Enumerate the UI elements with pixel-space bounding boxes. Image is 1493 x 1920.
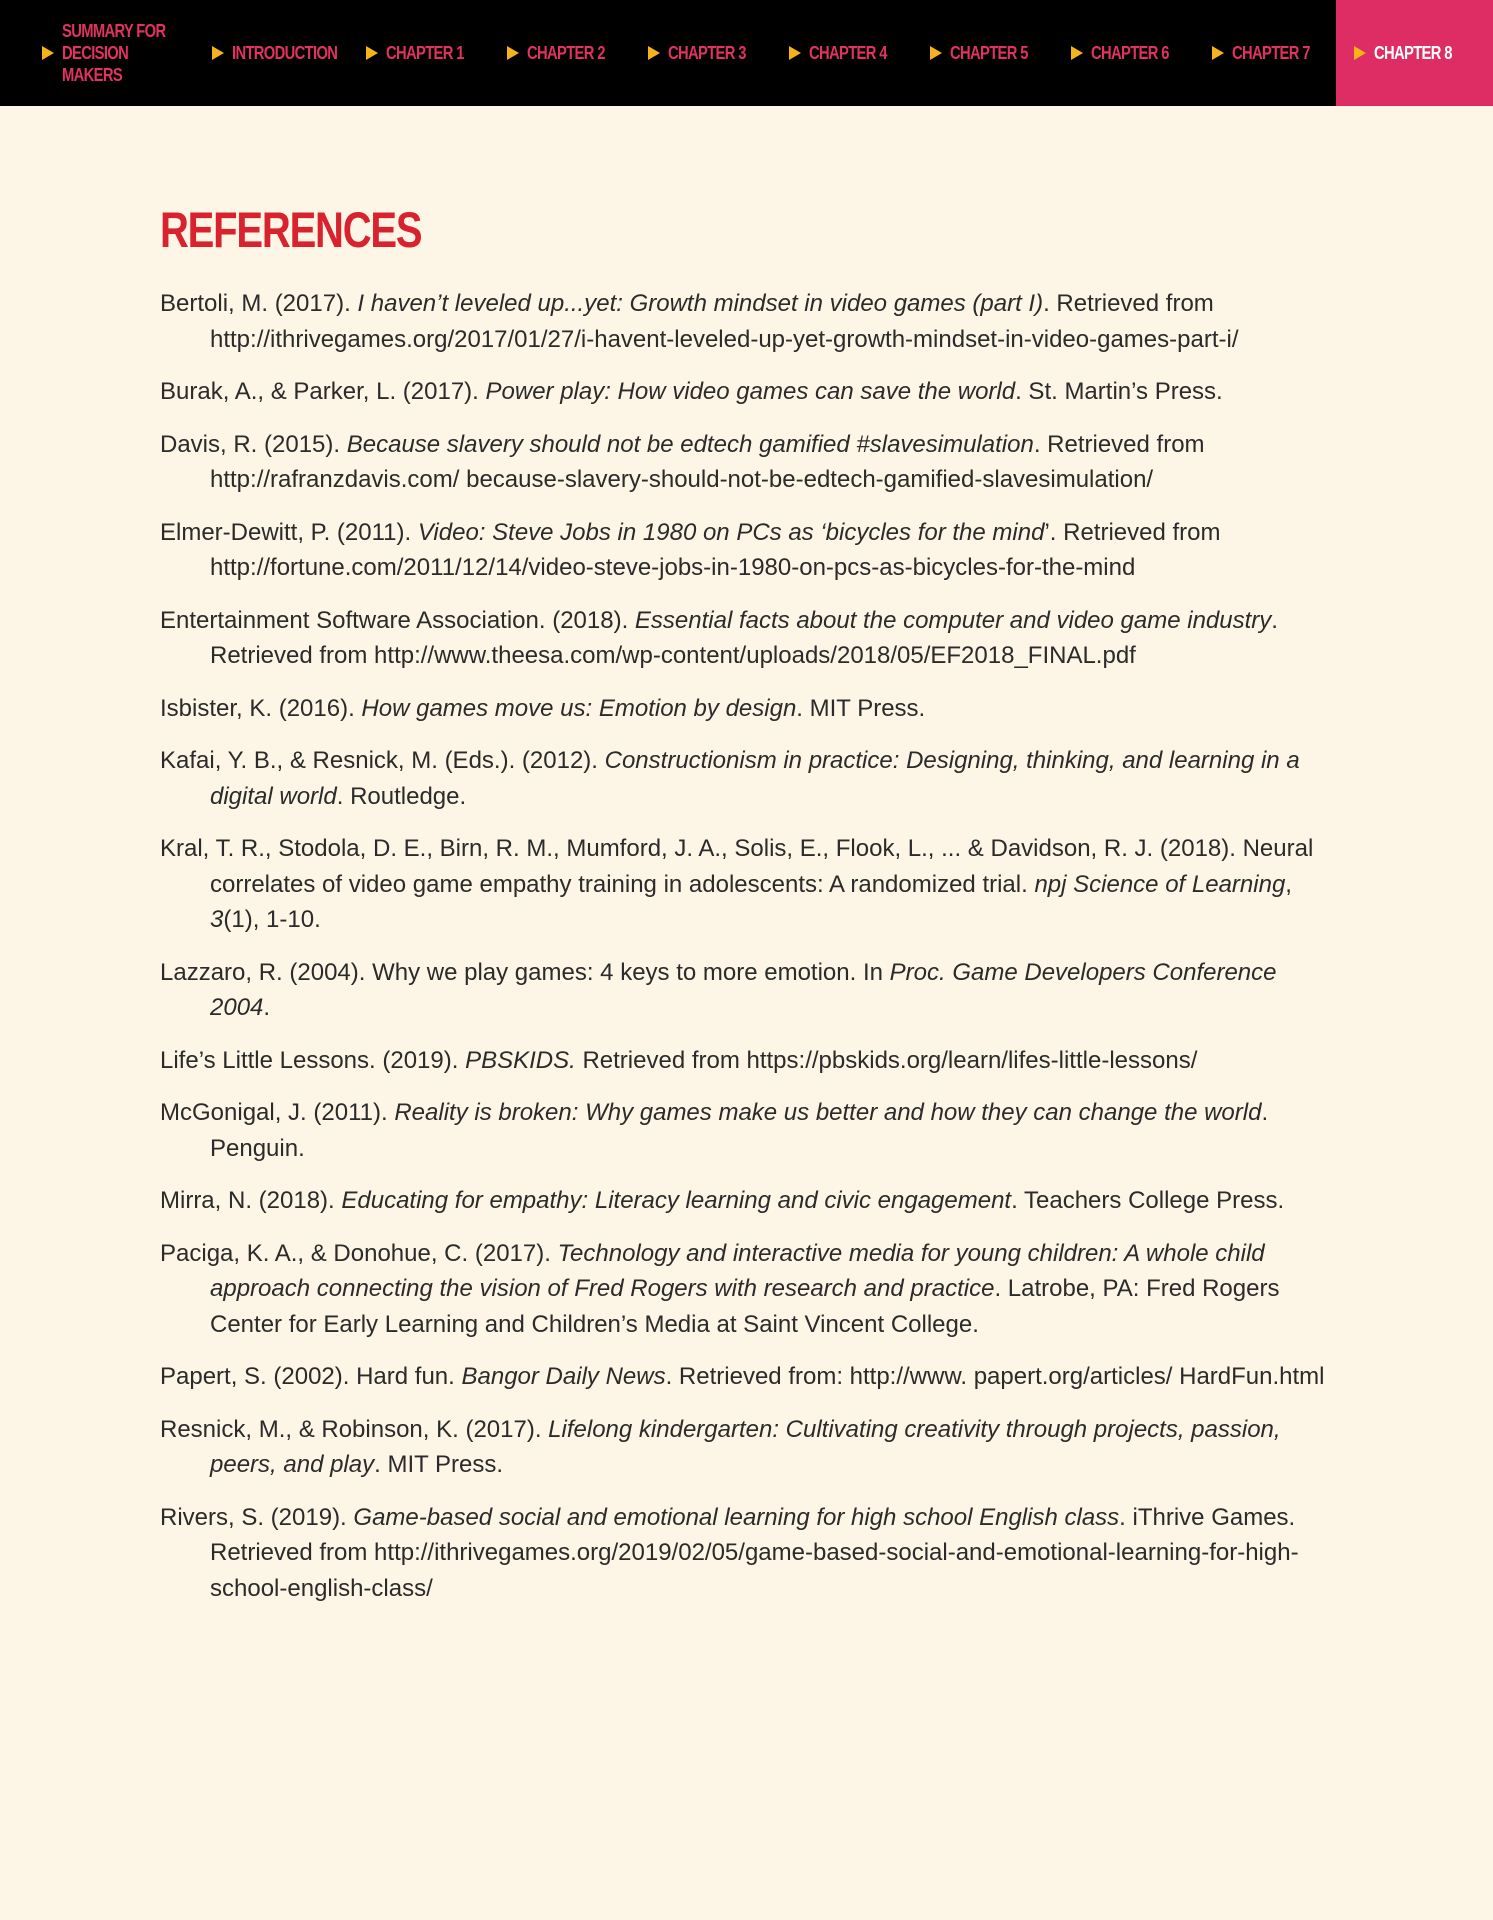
reference-italic-text: Constructionism in practice: Designing, thinking, and learning in a digital world <box>210 747 1300 810</box>
nav-item-label: CHAPTER 4 <box>809 43 887 63</box>
top-navigation-bar <box>0 0 1493 106</box>
play-arrow-icon <box>366 46 378 60</box>
reference-italic-text: How games move us: Emotion by design <box>361 694 797 722</box>
nav-item-label: CHAPTER 6 <box>1091 43 1169 63</box>
reference-text: Bertoli, M. (2017). <box>160 290 358 317</box>
play-arrow-icon <box>789 46 801 60</box>
reference-text: Lazzaro, R. (2004). Why we play games: 4 keys to more emotion. In <box>160 958 890 986</box>
reference-entry <box>160 286 1340 357</box>
reference-text: Mirra, N. (2018). <box>160 1187 342 1214</box>
nav-item-chapter-7[interactable] <box>1212 0 1322 106</box>
reference-italic-text: npj Science of Learning <box>1034 870 1286 898</box>
reference-text: Life’s Little Lessons. (2019). <box>160 1046 466 1074</box>
reference-text: . Routledge. <box>336 782 467 810</box>
nav-item-introduction[interactable] <box>212 0 342 106</box>
nav-item-label: CHAPTER 7 <box>1232 43 1310 63</box>
nav-item-label: CHAPTER 3 <box>668 43 746 63</box>
reference-entry <box>160 1095 1340 1166</box>
nav-item-chapter-3[interactable] <box>648 0 758 106</box>
reference-text: . Retrieved from http://ithrivegames.org/2017/01/27/i-havent-leveled-up-yet-growth-mindset-in-video-games-part-i/ <box>210 290 1239 353</box>
reference-text: Isbister, K. (2016). <box>160 694 362 722</box>
reference-italic-text: Video: Steve Jobs in 1980 on PCs as ‘bicycles for the mind <box>417 518 1045 546</box>
reference-text: . Latrobe, PA: Fred Rogers Center for Early Learning and Children’s Media at Saint Vincent College. <box>210 1275 1280 1338</box>
play-arrow-icon <box>1071 46 1083 60</box>
nav-item-label: CHAPTER 1 <box>386 43 464 63</box>
reference-italic-text: Educating for empathy: Literacy learning and civic engagement <box>341 1187 1012 1214</box>
reference-text: Retrieved from https://pbskids.org/learn/lifes-little-lessons/ <box>575 1046 1198 1074</box>
reference-text: Rivers, S. (2019). <box>160 1503 354 1531</box>
reference-text: Resnick, M., & Robinson, K. (2017). <box>160 1415 549 1443</box>
reference-entry <box>160 1043 1340 1079</box>
reference-entry <box>160 603 1340 674</box>
reference-text: Davis, R. (2015). <box>160 430 347 458</box>
reference-text: . MIT Press. <box>796 694 926 722</box>
play-arrow-icon <box>648 46 660 60</box>
reference-text: Kafai, Y. B., & Resnick, M. (Eds.). (2012). <box>160 747 605 774</box>
reference-text: . <box>263 994 271 1021</box>
reference-text: Elmer-Dewitt, P. (2011). <box>160 518 418 546</box>
reference-text: . iThrive Games. Retrieved from http://ithrivegames.org/2019/02/05/game-based-social-and-emotional-learning-for-high-school-english-class/ <box>210 1503 1299 1602</box>
nav-item-chapter-6[interactable] <box>1071 0 1181 106</box>
reference-text: , <box>1285 870 1292 898</box>
reference-italic-text: Game-based social and emotional learning for high school English class <box>353 1503 1120 1531</box>
nav-item-chapter-8[interactable] <box>1336 0 1493 106</box>
reference-italic-text: Technology and interactive media for young children: A whole child approach connecting the vision of Fred Rogers with research and practice <box>210 1239 1265 1302</box>
nav-item-label: CHAPTER 5 <box>950 43 1028 63</box>
nav-item-label: CHAPTER 8 <box>1374 43 1452 63</box>
nav-item-chapter-4[interactable] <box>789 0 899 106</box>
reference-italic-text: Reality is broken: Why games make us better and how they can change the world <box>394 1099 1262 1126</box>
reference-entry <box>160 743 1340 814</box>
reference-text: . Teachers College Press. <box>1011 1187 1285 1214</box>
reference-text: (1), 1-10. <box>223 906 321 933</box>
reference-entry <box>160 515 1340 586</box>
page-title: REFERENCES <box>160 202 422 258</box>
reference-text: . MIT Press. <box>374 1451 504 1478</box>
reference-text: Paciga, K. A., & Donohue, C. (2017). <box>160 1239 558 1267</box>
play-arrow-icon <box>42 46 54 60</box>
reference-text: . Penguin. <box>210 1099 1269 1162</box>
reference-entry <box>160 1236 1340 1343</box>
reference-text: . Retrieved from http://rafranzdavis.com/ because-slavery-should-not-be-edtech-gamified-slavesimulation/ <box>210 430 1205 493</box>
reference-italic-text: 3 <box>210 906 224 933</box>
reference-text: Kral, T. R., Stodola, D. E., Birn, R. M., Mumford, J. A., Solis, E., Flook, L., ... & Davidson, R. J. (2018). Neural correlates of video game empathy training in adolescents: A randomized trial. <box>160 835 1314 898</box>
reference-text: . Retrieved from: http://www. papert.org/articles/ HardFun.html <box>665 1363 1325 1390</box>
reference-italic-text: Bangor Daily News <box>461 1363 666 1390</box>
reference-italic-text: Power play: How video games can save the world <box>485 378 1016 405</box>
reference-text: Papert, S. (2002). Hard fun. <box>160 1363 462 1390</box>
reference-text: McGonigal, J. (2011). <box>160 1099 395 1126</box>
nav-item-chapter-1[interactable] <box>366 0 476 106</box>
play-arrow-icon <box>930 46 942 60</box>
reference-entry <box>160 1183 1340 1219</box>
reference-entry <box>160 955 1340 1026</box>
reference-entry <box>160 1412 1340 1483</box>
reference-italic-text: PBSKIDS. <box>465 1046 576 1074</box>
nav-item-summary-for-decision-makers[interactable] <box>42 0 202 106</box>
nav-item-label: INTRODUCTION <box>232 43 338 63</box>
reference-text: Entertainment Software Association. (2018). <box>160 606 635 634</box>
reference-entry <box>160 374 1340 410</box>
reference-entry <box>160 1359 1340 1395</box>
reference-text: ’. Retrieved from http://fortune.com/2011/12/14/video-steve-jobs-in-1980-on-pcs-as-bicycles-for-the-mind <box>210 518 1221 581</box>
reference-entry <box>160 427 1340 498</box>
reference-italic-text: Because slavery should not be edtech gamified #slavesimulation <box>346 430 1034 458</box>
reference-text: . Retrieved from http://www.theesa.com/wp-content/uploads/2018/05/EF2018_FINAL.pdf <box>210 606 1278 669</box>
reference-italic-text: I haven’t leveled up...yet: Growth mindset in video games (part I) <box>357 290 1044 317</box>
play-arrow-icon <box>212 46 224 60</box>
reference-entry <box>160 691 1340 727</box>
reference-italic-text: Proc. Game Developers Conference 2004 <box>210 958 1277 1021</box>
reference-text: . St. Martin’s Press. <box>1015 378 1223 405</box>
reference-text: Burak, A., & Parker, L. (2017). <box>160 378 486 405</box>
reference-italic-text: Essential facts about the computer and video game industry <box>634 606 1272 634</box>
nav-item-chapter-2[interactable] <box>507 0 617 106</box>
reference-entry <box>160 831 1340 938</box>
reference-list <box>160 286 1340 1606</box>
references-section <box>160 200 1340 1623</box>
reference-italic-text: Lifelong kindergarten: Cultivating creativity through projects, passion, peers, and play <box>210 1415 1281 1478</box>
nav-item-label: SUMMARY FOR DECISION MAKERS <box>62 21 166 85</box>
play-arrow-icon <box>507 46 519 60</box>
nav-item-chapter-5[interactable] <box>930 0 1040 106</box>
play-arrow-icon <box>1212 46 1224 60</box>
reference-entry <box>160 1500 1340 1607</box>
nav-item-label: CHAPTER 2 <box>527 43 605 63</box>
play-arrow-icon <box>1354 46 1366 60</box>
